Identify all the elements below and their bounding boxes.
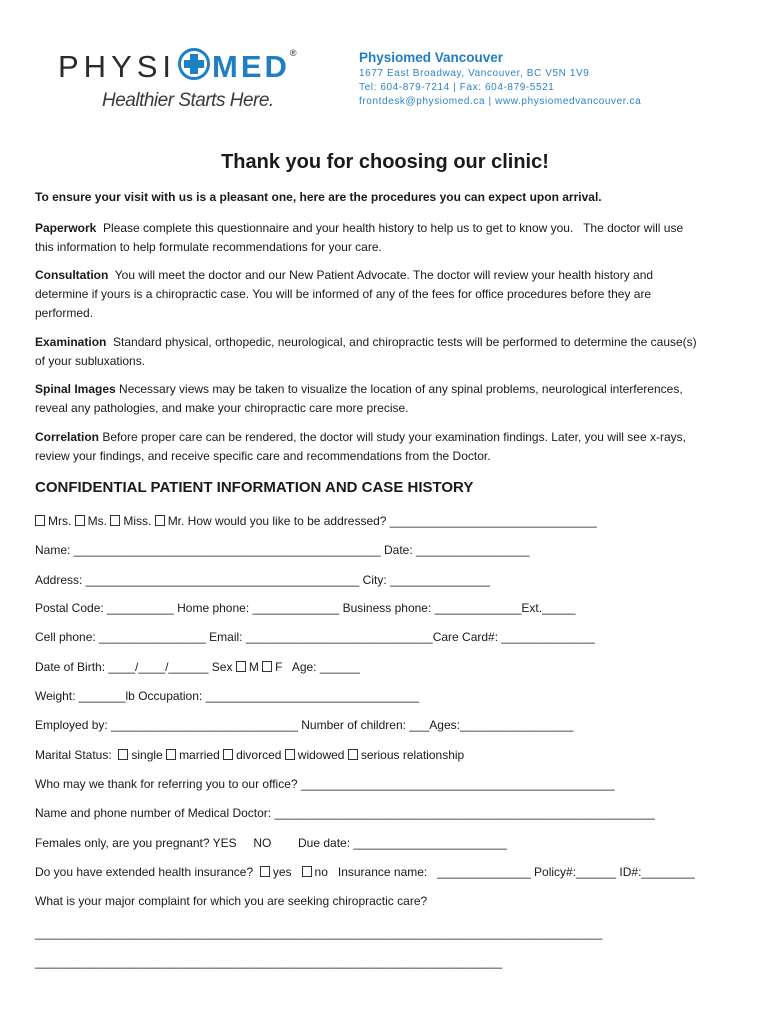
procedure-label: Correlation bbox=[35, 430, 100, 444]
medical-doctor-field[interactable]: Name and phone number of Medical Doctor: _________________________________________________________ bbox=[35, 806, 655, 820]
procedure-label: Spinal Images bbox=[35, 382, 116, 396]
checkbox-widowed[interactable] bbox=[285, 749, 295, 760]
address-city-field[interactable]: Address: _________________________________________ City: _______________ bbox=[35, 573, 491, 587]
section-heading: CONFIDENTIAL PATIENT INFORMATION AND CASE HISTORY bbox=[35, 479, 474, 496]
cross-circle-icon bbox=[178, 48, 210, 80]
procedure-spinal-images: Spinal Images Necessary views may be taken to visualize the location of any spinal problems, neurological interferences, reveal any pathologies, and make your chiropractic care more precise. bbox=[35, 382, 683, 415]
procedure-label: Consultation bbox=[35, 268, 109, 282]
clinic-phone-fax: Tel: 604-879-7214 | Fax: 604-879-5521 bbox=[359, 82, 555, 93]
procedure-label: Examination bbox=[35, 335, 107, 349]
complaint-question: What is your major complaint for which you are seeking chiropractic care? bbox=[35, 894, 428, 908]
pregnancy-field[interactable]: Females only, are you pregnant? YES NO Due date: _______________________ bbox=[35, 836, 507, 850]
cell-email-field[interactable]: Cell phone: ________________ Email: ____________________________Care Card#: ______________ bbox=[35, 630, 595, 644]
procedure-examination: Examination Standard physical, orthopedic, neurological, and chiropractic tests will be performed to determine the cause(s) of your subluxations. bbox=[35, 335, 697, 368]
employment-field[interactable]: Employed by: ____________________________ Number of children: ___Ages:_________________ bbox=[35, 718, 574, 732]
clinic-address: 1677 East Broadway, Vancouver, BC V5N 1V9 bbox=[359, 68, 590, 79]
clinic-contact-block bbox=[359, 50, 641, 107]
checkbox-insurance-yes[interactable] bbox=[260, 866, 270, 877]
checkbox-miss[interactable] bbox=[110, 515, 120, 526]
complaint-answer-line-1[interactable]: _____________________________________________________________________________________ bbox=[35, 926, 603, 940]
checkbox-female[interactable] bbox=[262, 661, 272, 672]
checkbox-serious-relationship[interactable] bbox=[348, 749, 358, 760]
weight-occupation-field[interactable]: Weight: _______lb Occupation: ________________________________ bbox=[35, 689, 420, 703]
checkbox-male[interactable] bbox=[236, 661, 246, 672]
checkbox-divorced[interactable] bbox=[223, 749, 233, 760]
checkbox-single[interactable] bbox=[118, 749, 128, 760]
intro-text: To ensure your visit with us is a pleasant one, here are the procedures you can expect upon arrival. bbox=[35, 190, 602, 204]
clinic-email-web: frontdesk@physiomed.ca | www.physiomedvancouver.ca bbox=[359, 96, 642, 107]
dob-sex-age-field[interactable]: Date of Birth: ____/____/______ Sex M F Age: ______ bbox=[35, 660, 360, 674]
checkbox-mr[interactable] bbox=[155, 515, 165, 526]
logo-tagline: Healthier Starts Here. bbox=[102, 90, 274, 111]
procedure-paperwork: Paperwork Please complete this questionnaire and your health history to help us to get to know you. The doctor will use this information to help formulate recommendations for your care. bbox=[35, 221, 684, 254]
logo-wordmark: PHYSI MED® bbox=[58, 48, 297, 84]
page-title: Thank you for choosing our clinic! bbox=[221, 151, 549, 173]
complaint-answer-line-2[interactable]: ______________________________________________________________________ bbox=[35, 955, 503, 969]
insurance-field[interactable]: Do you have extended health insurance? yes no Insurance name: ______________ Policy#:______ ID#:________ bbox=[35, 865, 695, 879]
checkbox-mrs[interactable] bbox=[35, 515, 45, 526]
checkbox-married[interactable] bbox=[166, 749, 176, 760]
referral-field[interactable]: Who may we thank for referring you to our office? _______________________________________________ bbox=[35, 777, 615, 791]
procedure-correlation: Correlation Before proper care can be rendered, the doctor will study your examination findings. Later, you will see x-rays, review your findings, and receive specific care and recommendations from the Doctor. bbox=[35, 430, 686, 463]
salutation-field[interactable]: Mrs. Ms. Miss. Mr. How would you like to be addressed? _______________________________ bbox=[35, 514, 597, 528]
checkbox-insurance-no[interactable] bbox=[302, 866, 312, 877]
checkbox-ms[interactable] bbox=[75, 515, 85, 526]
marital-status-field[interactable]: Marital Status: single married divorced widowed serious relationship bbox=[35, 748, 465, 762]
postal-phone-field[interactable]: Postal Code: __________ Home phone: _____________ Business phone: _____________Ext._____ bbox=[35, 601, 576, 615]
clinic-name: Physiomed Vancouver bbox=[359, 50, 504, 65]
physiomed-logo bbox=[58, 48, 358, 118]
name-date-field[interactable]: Name: ______________________________________________ Date: _________________ bbox=[35, 543, 530, 557]
procedure-consultation: Consultation You will meet the doctor and our New Patient Advocate. The doctor will review your health history and determine if yours is a chiropractic case. You will be informed of any of the fees for office procedures before they are performed. bbox=[35, 268, 654, 320]
procedure-label: Paperwork bbox=[35, 221, 97, 235]
